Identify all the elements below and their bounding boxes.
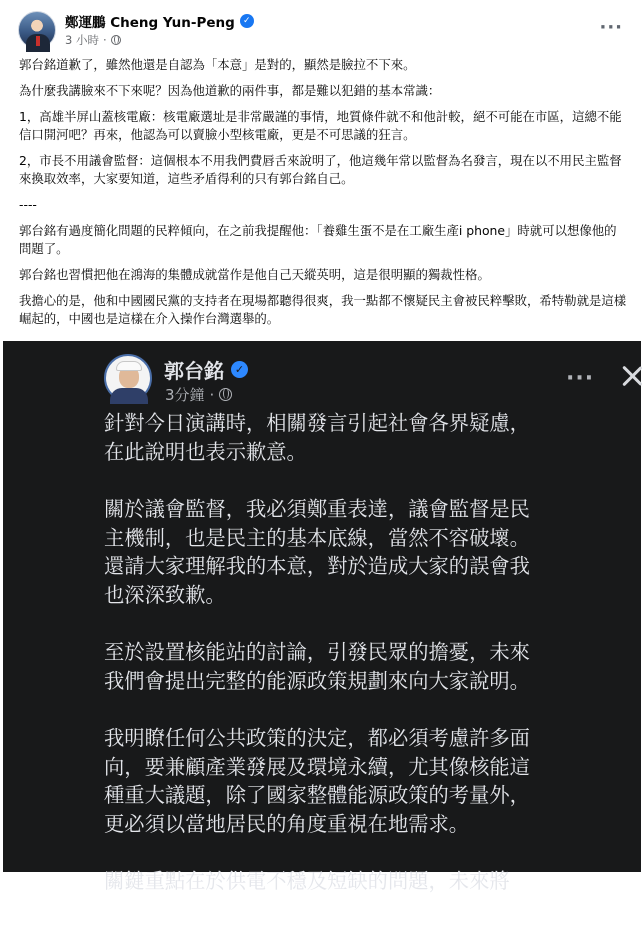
embedded-post-text [104,409,542,925]
embedded-meta-separator: · [209,385,215,404]
embedded-post-header [104,354,595,404]
embedded-close-icon [620,364,644,388]
embedded-post-screenshot [3,341,641,893]
embedded-author-avatar [104,354,152,402]
embedded-globe-icon [219,388,232,401]
embedded-more-options-icon: ··· [566,366,595,391]
post-header [18,11,623,51]
meta-separator: · [102,33,107,47]
post-paragraph: 2，市長不用議會監督：這個根本不用我們費唇舌來說明了，他這幾年常以監督為名發言，現在以不用民主監督來換取效率，大家要知道，這些矛盾得利的只有郭台銘自己。 [19,153,622,186]
embedded-verified-badge-icon: ✓ [231,361,248,378]
post-paragraph: 郭台銘也習慣把他在鴻海的集體成就當作是他自己天縱英明，這是很明顯的獨裁性格。 [19,267,490,282]
embedded-post-meta [165,384,232,405]
post-paragraph: 為什麼我講臉來不下來呢？因為他道歉的兩件事，都是難以犯錯的基本常識： [19,83,441,98]
embedded-author-line [164,355,248,384]
globe-icon [111,35,121,45]
embedded-paragraph: 關於議會監督，我必須鄭重表達，議會監督是民主機制，也是民主的基本底線，當然不容破壞。還請大家理解我的本意，對於造成大家的誤會我也深深致歉。 [104,497,530,607]
embedded-paragraph: 針對今日演講時，相關發言引起社會各界疑慮，在此說明也表示歉意。 [104,411,530,464]
post-meta [65,32,121,48]
post-paragraph: 1，高雄半屏山蓋核電廠：核電廠選址是非常嚴謹的事情，地質條件就不和他計較，絕不可能在市區，這總不能信口開河吧？再來，他認為可以賣臉小型核電廠，更是不可思議的狂言。 [19,109,622,142]
embedded-paragraph: 關鍵重點在於供電不穩及短缺的問題，未來將 [104,869,510,893]
facebook-post [0,0,641,340]
post-paragraph: 郭台銘有過度簡化問題的民粹傾向，在之前我提醒他：「養雞生蛋不是在工廠生產i phone」時就可以想像他的問題了。 [19,223,617,256]
embedded-paragraph: 至於設置核能站的討論，引發民眾的擔憂，未來我們會提出完整的能源政策規劃來向大家說明。 [104,640,530,693]
embedded-post-timestamp: 3分鐘 [165,386,205,404]
more-options-icon[interactable]: ··· [599,17,623,38]
author-line [65,12,254,30]
post-paragraph: 我擔心的是，他和中國國民黨的支持者在現場都聽得很爽，我一點都不懷疑民主會被民粹擊敗，希特勒就是這樣崛起的，中國也是這樣在介入操作台灣選舉的。 [19,293,627,326]
post-text [19,56,627,336]
post-paragraph: 郭台銘道歉了，雖然他還是自認為「本意」是對的，顯然是臉拉不下來。 [19,57,416,72]
verified-badge-icon: ✓ [240,14,254,28]
post-divider-text: ---- [19,197,37,212]
post-timestamp[interactable]: 3 小時 [65,33,99,47]
embedded-paragraph: 我明瞭任何公共政策的決定，都必須考慮許多面向，要兼顧產業發展及環境永續，尤其像核能這種重大議題，除了國家整體能源政策的考量外，更必須以當地居民的角度重視在地需求。 [104,726,530,836]
embedded-author-name: 郭台銘 [164,359,224,383]
author-name[interactable]: 鄭運鵬 Cheng Yun-Peng [65,15,235,31]
author-avatar[interactable] [18,11,56,49]
